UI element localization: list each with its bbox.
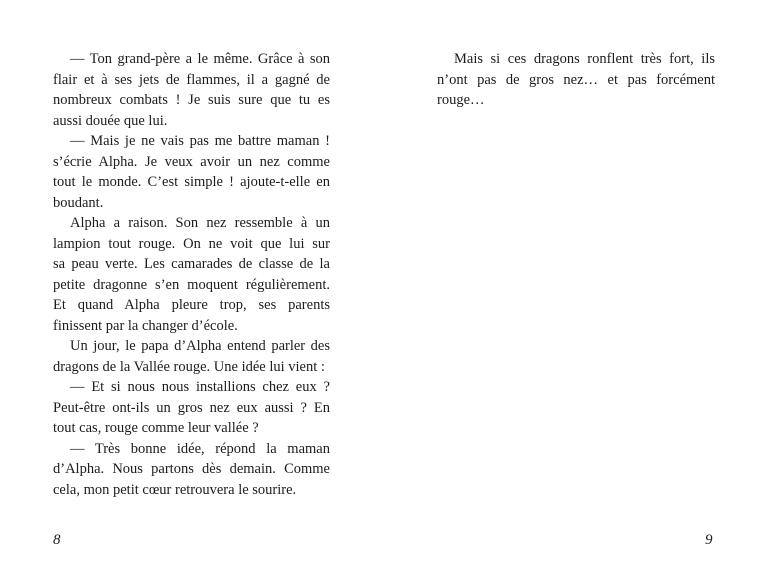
text-line: finissent par la changer d’école. <box>53 317 238 334</box>
text-line: cela, mon petit cœur retrouvera le sourire. <box>53 481 297 498</box>
text-line: tout le monde. C’est simple ! ajoute-t-elle en <box>53 174 330 190</box>
text-line: lampion tout rouge. On ne voit que lui sur <box>53 235 330 252</box>
text-line: Mais si ces dragons ronflent très fort, ils <box>454 51 715 67</box>
text-line: sa peau verte. Les camarades de classe de la <box>53 256 330 272</box>
text-line: Un jour, le papa d’Alpha entend parler des <box>70 338 330 354</box>
text-line: n’ont pas de gros nez… et pas forcément <box>437 71 715 88</box>
text-line: nombreux combats ! Je suis sure que tu es <box>53 92 330 108</box>
right-page-text <box>437 49 715 111</box>
text-line: boudant. <box>53 194 104 211</box>
text-line: d’Alpha. Nous partons dès demain. Comme <box>53 461 330 477</box>
text-line: tout cas, rouge comme leur vallée ? <box>53 420 259 436</box>
text-line: Peut-être ont-ils un gros nez eux aussi ? En <box>53 399 330 416</box>
text-line: — Très bonne idée, répond la maman <box>70 440 330 457</box>
page-number: 9 <box>705 532 713 548</box>
paragraph <box>53 377 330 439</box>
text-line: s’écrie Alpha. Je veux avoir un nez comme <box>53 153 330 170</box>
right-page <box>384 0 768 576</box>
text-line: flair et à ses jets de flammes, il a gagné de <box>53 71 330 88</box>
left-page-text <box>53 49 330 500</box>
text-line: Et quand Alpha pleure trop, ses parents <box>53 297 330 313</box>
text-line: dragons de la Vallée rouge. Une idée lui vient : <box>53 358 325 375</box>
paragraph <box>53 131 330 213</box>
text-line: — Ton grand-père a le même. Grâce à son <box>70 51 330 67</box>
paragraph <box>53 336 330 377</box>
text-line: aussi douée que lui. <box>53 112 168 129</box>
text-line: — Et si nous nous installions chez eux ? <box>70 379 330 395</box>
paragraph <box>437 49 715 111</box>
text-line: petite dragonne s’en moquent régulièrement. <box>53 276 330 293</box>
paragraph <box>53 213 330 336</box>
paragraph <box>53 49 330 131</box>
text-line: — Mais je ne vais pas me battre maman ! <box>70 133 330 149</box>
page-number: 8 <box>53 532 61 548</box>
paragraph <box>53 439 330 501</box>
text-line: Alpha a raison. Son nez ressemble à un <box>70 215 330 231</box>
text-line: rouge… <box>437 92 485 108</box>
